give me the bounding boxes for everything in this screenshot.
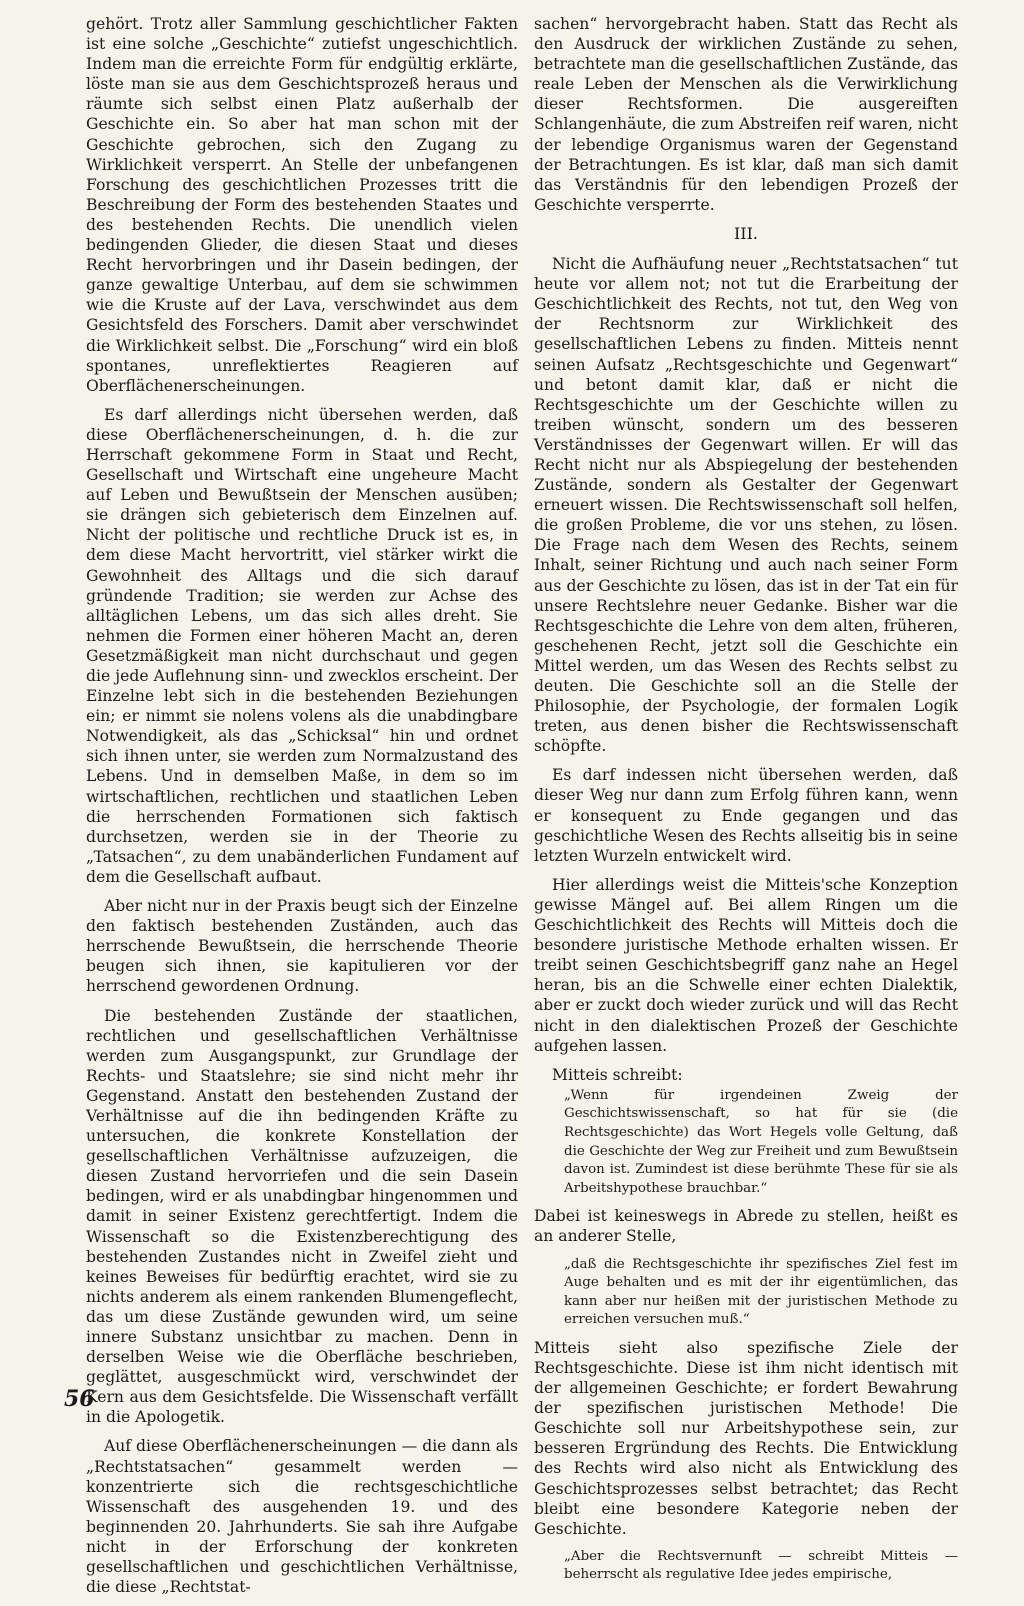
paragraph: Auf diese Oberflächenerscheinungen — die dann als „Rechtstatsachen“ gesammelt werden — konzentrierte sich die rechtsgeschichtliche Wissenschaft des ausgehenden 19. und des beginnenden 20. Jahrhunderts. Sie sah ihre Aufgabe nicht in der Erforschung der konkreten gesellschaftlichen und geschichtlichen Verhältnisse, die diese „Rechtstat- [86,1437,518,1597]
quote-intro: Mitteis schreibt: [552,1065,683,1084]
section-heading: III. [733,223,759,243]
left-column [86,14,518,1606]
block-quote: „Aber die Rechtsvernunft — schreibt Mitteis — beherrscht als regulative Idee jedes empirische, [564,1548,958,1583]
paragraph: Aber nicht nur in der Praxis beugt sich der Einzelne den faktisch bestehenden Zuständen, auch das herrschende Bewußtsein, die herrschende Theorie beugen sich ihnen, sie kapitulieren vor der herrschend gewordenen Ordnung. [86,897,518,996]
paragraph: Die bestehenden Zustände der staatlichen, rechtlichen und gesellschaftlichen Verhältnisse werden zum Ausgangspunkt, zur Grundlage der Rechts- und Staatslehre; sie sind nicht mehr ihr Gegenstand. Anstatt den bestehenden Zustand der Verhältnisse auf die ihn bedingenden Kräfte zu untersuchen, die konkrete Konstellation der gesellschaftlichen Verhältnisse aufzuzeigen, die diesen Zustand hervorriefen und die sein Dasein bedingen, wird er als unabdingbar hingenommen und damit in seiner Existenz gerechtfertigt. Indem die Wissenschaft so die Existenzberechtigung des bestehenden Zustandes nicht in Zweifel zieht und keines Beweises für bedürftig erachtet, wird sie zu nichts anderem als einem rankenden Blumengeflecht, das um diese Zustände gewunden wird, um seine innere Substanz unsichtbar zu machen. Denn in derselben Weise wie die Oberfläche beschrieben, geglättet, ausgeschmückt wird, verschwindet der Kern aus dem Gesichtsfelde. Die Wissenschaft verfällt in die Apologetik. [86,1006,518,1427]
paragraph: gehört. Trotz aller Sammlung geschichtlicher Fakten ist eine solche „Geschichte“ zutiefst ungeschichtlich. Indem man die erreichte Form für endgültig erklärte, löste man sie aus dem Geschichtsprozeß heraus und räumte sich selbst einen Platz außerhalb der Geschichte ein. So aber hat man schon mit der Geschichte gebrochen, sich den Zugang zu Wirklichkeit versperrt. An Stelle der unbefangenen Forschung des geschichtlichen Prozesses tritt die Beschreibung der Form des bestehenden Staates und des bestehenden Rechts. Die unendlich vielen bedingenden Glieder, die diesen Staat und dieses Recht hervorbringen und ihr Dasein bedingen, der ganze gewaltige Unterbau, auf dem sie schwimmen wie die Kruste auf der Lava, verschwindet aus dem Gesichtsfeld des Forschers. Damit aber verschwindet die Wirklichkeit selbst. Die „Forschung“ wird ein bloß spontanes, unreflektiertes Reagieren auf Oberflächenerscheinungen. [86,15,518,395]
block-quote: „daß die Rechtsgeschichte ihr spezifisches Ziel fest im Auge behalten und es mit der ihr eigentümlichen, das kann aber nur heißen mit der juristischen Methode zu erreichen versuchen muß.“ [564,1256,958,1328]
block-quote: „Wenn für irgendeinen Zweig der Geschichtswissenschaft, so hat für sie (die Rechtsgeschichte) das Wort Hegels volle Geltung, daß die Geschichte der Weg zur Freiheit und zum Bewußtsein davon ist. Zumindest ist diese berühmte These für sie als Arbeitshypothese brauchbar.“ [564,1087,958,1196]
paragraph: Nicht die Aufhäufung neuer „Rechtstatsachen“ tut heute vor allem not; not tut die Erarbeitung der Geschichtlichkeit des Rechts, not tut, den Weg von der Rechtsnorm zur Wirklichkeit des gesellschaftlichen Lebens zu finden. Mitteis nennt seinen Aufsatz „Rechtsgeschichte und Gegenwart“ und betont damit klar, daß er nicht die Rechtsgeschichte um der Geschichte willen zu treiben wünscht, sondern um des besseren Verständnisses der Gegenwart willen. Er will das Recht nicht nur als Abspiegelung der bestehenden Zustände, sondern als Gestalter der Gegenwart erneuert wissen. Die Rechtswissenschaft soll helfen, die großen Probleme, die vor uns stehen, zu lösen. Die Frage nach dem Wesen des Rechts, seinem Inhalt, seiner Richtung und auch nach seiner Form aus der Geschichte zu lösen, das ist in der Tat ein für unsere Rechtslehre neuer Gedanke. Bisher war die Rechtsgeschichte die Lehre von dem alten, früheren, geschehenen Recht, jetzt soll die Geschichte ein Mittel werden, um das Wesen des Rechts selbst zu deuten. Die Geschichte soll an die Stelle der Philosophie, der Psychologie, der formalen Logik treten, aus denen bisher die Rechtswissenschaft schöpfte. [534,255,958,756]
right-column [534,14,958,1593]
page-number: 56 [64,1386,95,1412]
paragraph: Mitteis sieht also spezifische Ziele der Rechtsgeschichte. Diese ist ihm nicht identisch mit der allgemeinen Geschichte; er fordert Bewahrung der spezifischen juristischen Methode! Die Geschichte soll nur Arbeitshypothese sein, zur besseren Ergründung des Rechts. Die Entwicklung des Rechts wird also nicht als Entwicklung des Geschichtsprozesses selbst betrachtet; das Recht bleibt eine besondere Kategorie neben der Geschichte. [534,1338,958,1538]
paragraph: Es darf indessen nicht übersehen werden, daß dieser Weg nur dann zum Erfolg führen kann, wenn er konsequent zu Ende gegangen und das geschichtliche Wesen des Rechts allseitig bis in seine letzten Wurzeln entwickelt wird. [534,766,958,865]
paragraph: Dabei ist keineswegs in Abrede zu stellen, heißt es an anderer Stelle, [534,1207,958,1246]
paragraph: sachen“ hervorgebracht haben. Statt das Recht als den Ausdruck der wirklichen Zustände zu sehen, betrachtete man die gesellschaftlichen Zustände, das reale Leben der Menschen als die Verwirklichung dieser Rechtsformen. Die ausgereiften Schlangenhäute, die zum Abstreifen reif waren, nicht der lebendige Organismus waren der Gegenstand der Betrachtungen. Es ist klar, daß man sich damit das Verständnis für den lebendigen Prozeß der Geschichte versperrte. [534,15,958,214]
paragraph: Hier allerdings weist die Mitteis'sche Konzeption gewisse Mängel auf. Bei allem Ringen um die Geschichtlichkeit des Rechts will Mitteis doch die besondere juristische Methode erhalten wissen. Er treibt seinen Geschichtsbegriff ganz nahe an Hegel heran, bis an die Schwelle einer echten Dialektik, aber er zuckt doch wieder zurück und will das Recht nicht in den dialektischen Prozeß der Geschichte aufgehen lassen. [534,875,958,1055]
paragraph: Es darf allerdings nicht übersehen werden, daß diese Oberflächenerscheinungen, d. h. die zur Herrschaft gekommene Form in Staat und Recht, Gesellschaft und Wirtschaft eine ungeheure Macht auf Leben und Bewußtsein der Menschen ausüben; sie drängen sich gebieterisch dem Einzelnen auf. Nicht der politische und rechtliche Druck ist es, in dem diese Macht hervortritt, viel stärker wirkt die Gewohnheit des Alltags und die sich darauf gründende Tradition; sie werden zur Achse des alltäglichen Lebens, um das sich alles dreht. Sie nehmen die Formen einer höheren Macht an, deren Gesetzmäßigkeit man nicht durchschaut und gegen die jede Auflehnung sinn- und zwecklos erscheint. Der Einzelne lebt sich in die bestehenden Beziehungen ein; er nimmt sie nolens volens als die unabdingbare Notwendigkeit, als das „Schicksal“ hin und ordnet sich ihnen unter, sie werden zum Normalzustand des Lebens. Und in demselben Maße, in dem so im wirtschaftlichen, rechtlichen und staatlichen Leben die herrschenden Formationen sich faktisch durchsetzen, werden sie in der Theorie zu „Tatsachen“, zu dem unabänderlichen Fundament auf dem die Gesellschaft aufbaut. [86,405,518,886]
